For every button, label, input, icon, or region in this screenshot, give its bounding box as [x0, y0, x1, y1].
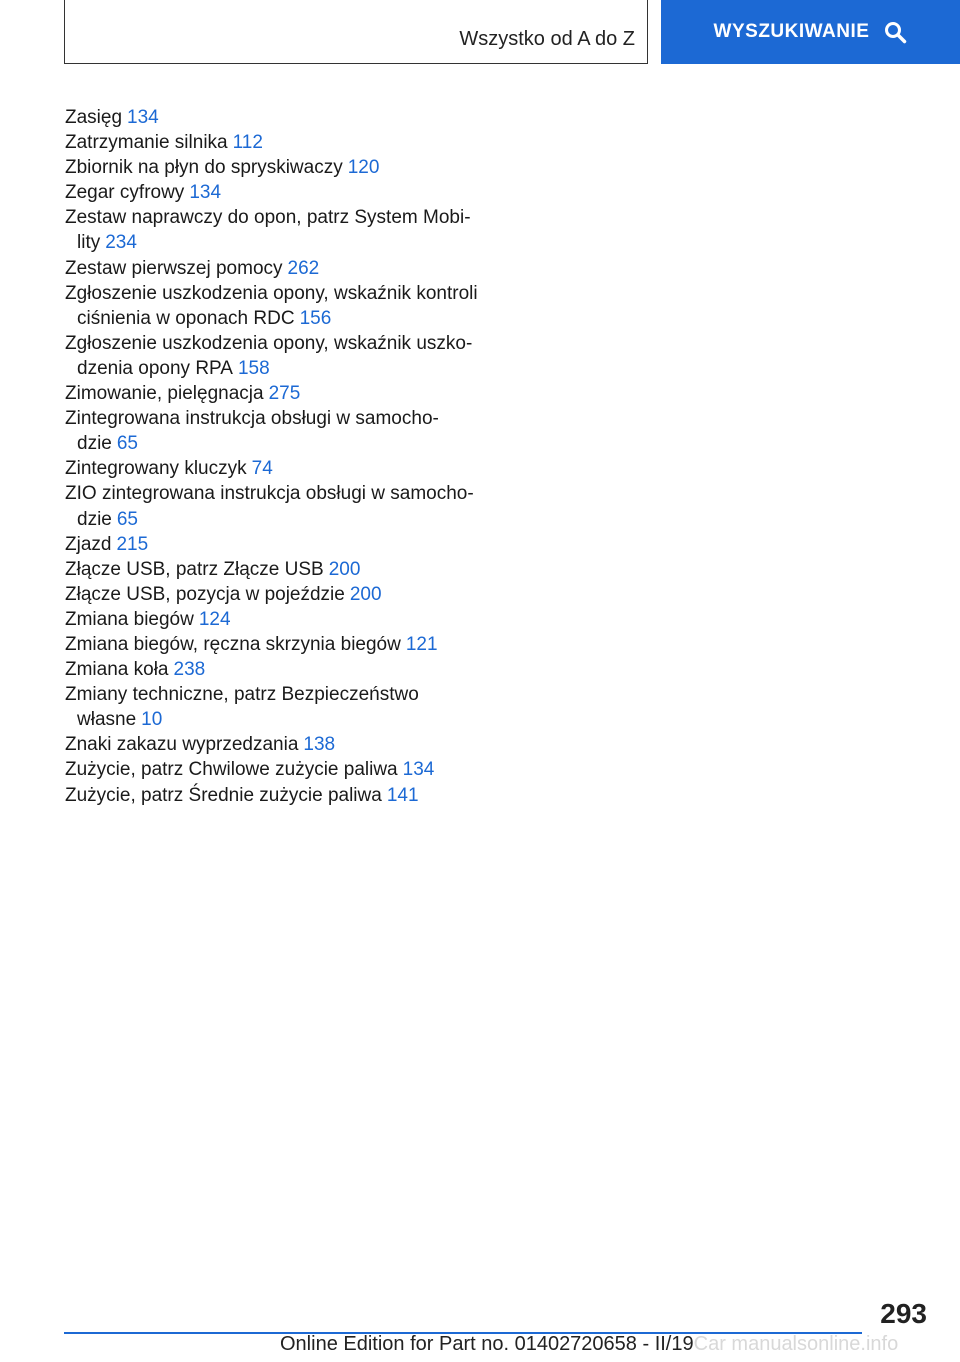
entry-page-link[interactable]: 156 — [299, 307, 332, 329]
entry-text: Zintegrowana instrukcja obsługi w samochodzie — [65, 408, 439, 455]
entry-text: ZIO zintegrowana instrukcja obsługi w samochodzie — [65, 483, 474, 530]
footer-edition-text: Online Edition for Part no. 01402720658 - II/19 — [280, 1333, 694, 1355]
entry-text: Zgłoszenie uszkodzenia opony, wskaźnik kontroli ciśnienia w oponach RDC — [65, 282, 478, 329]
entry-text: Zmiana biegów, ręczna skrzynia biegów — [65, 633, 401, 655]
index-entry — [65, 331, 485, 381]
section-title: Wszystko od A do Z — [459, 28, 635, 50]
index-entry — [65, 783, 485, 808]
page-number: 293 — [880, 1298, 927, 1329]
entry-page-link[interactable]: 134 — [189, 182, 222, 204]
index-entry — [65, 180, 485, 205]
entry-page-link[interactable]: 121 — [405, 633, 438, 655]
index-entry — [65, 281, 485, 331]
entry-page-link[interactable]: 238 — [173, 659, 206, 681]
entry-page-link[interactable]: 200 — [328, 558, 361, 580]
index-entry — [65, 632, 485, 657]
entry-text: Zużycie, patrz Średnie zużycie paliwa — [65, 784, 382, 806]
entry-page-link[interactable]: 112 — [232, 132, 263, 154]
index-entry — [65, 682, 485, 732]
entry-page-link[interactable]: 134 — [402, 759, 435, 781]
footer-edition — [280, 1333, 898, 1356]
entry-page-link[interactable]: 65 — [116, 433, 138, 455]
entry-page-link[interactable]: 158 — [237, 357, 270, 379]
entry-page-link[interactable]: 262 — [287, 257, 320, 279]
entry-text: Złącze USB, pozycja w pojeździe — [65, 583, 345, 605]
entry-text: Zasięg — [65, 107, 123, 128]
entry-page-link[interactable]: 10 — [141, 709, 163, 731]
index-list — [65, 105, 485, 808]
index-entry — [65, 732, 485, 757]
entry-text: Zestaw pierwszej pomocy — [65, 257, 283, 279]
index-entry — [65, 256, 485, 281]
entry-text: Zestaw naprawczy do opon, patrz System Mobility — [65, 207, 471, 254]
entry-page-link[interactable]: 124 — [198, 608, 231, 630]
index-entry — [65, 105, 485, 130]
index-entry — [65, 205, 485, 255]
index-entry — [65, 381, 485, 406]
index-entry — [65, 657, 485, 682]
index-entry — [65, 557, 485, 582]
entry-page-link[interactable]: 234 — [105, 232, 137, 254]
entry-page-link[interactable]: 215 — [116, 533, 149, 555]
entry-page-link[interactable]: 275 — [268, 383, 301, 405]
entry-page-link[interactable]: 141 — [386, 784, 419, 806]
entry-page-link[interactable]: 74 — [251, 458, 273, 480]
search-icon — [883, 20, 907, 44]
entry-text: Zegar cyfrowy — [65, 182, 185, 204]
entry-page-link[interactable]: 200 — [349, 583, 382, 605]
index-entry — [65, 130, 485, 155]
entry-text: Zjazd — [65, 533, 112, 555]
index-entry — [65, 456, 485, 481]
entry-text: Zmiana koła — [65, 659, 169, 681]
entry-text: Zgłoszenie uszkodzenia opony, wskaźnik uszkodzenia opony RPA — [65, 332, 473, 379]
entry-text: Złącze USB, patrz Złącze USB — [65, 558, 324, 580]
index-entry — [65, 582, 485, 607]
entry-text: Zużycie, patrz Chwilowe zużycie paliwa — [65, 759, 398, 781]
index-entry — [65, 757, 485, 782]
entry-text: Znaki zakazu wyprzedzania — [65, 734, 299, 756]
footer-watermark: Car manualsonline.info — [693, 1333, 899, 1355]
entry-text: Zintegrowany kluczyk — [65, 458, 247, 480]
section-header — [64, 0, 648, 64]
entry-page-link[interactable]: 138 — [303, 734, 336, 756]
index-entry — [65, 406, 485, 456]
search-button[interactable] — [661, 0, 960, 64]
index-entry — [65, 481, 485, 531]
index-entry — [65, 607, 485, 632]
entry-text: Zbiornik na płyn do spryskiwaczy — [65, 157, 343, 179]
index-entry — [65, 155, 485, 180]
entry-page-link[interactable]: 65 — [116, 508, 138, 530]
search-button-label: WYSZUKIWANIE — [713, 21, 870, 42]
entry-page-link[interactable]: 134 — [127, 107, 159, 128]
entry-text: Zmiany techniczne, patrz Bezpieczeństwo własne — [65, 684, 419, 731]
entry-page-link[interactable]: 120 — [347, 157, 380, 179]
entry-text: Zmiana biegów — [65, 608, 194, 630]
index-entry — [65, 532, 485, 557]
entry-text: Zimowanie, pielęgnacja — [65, 383, 264, 405]
entry-text: Zatrzymanie silnika — [65, 132, 228, 154]
